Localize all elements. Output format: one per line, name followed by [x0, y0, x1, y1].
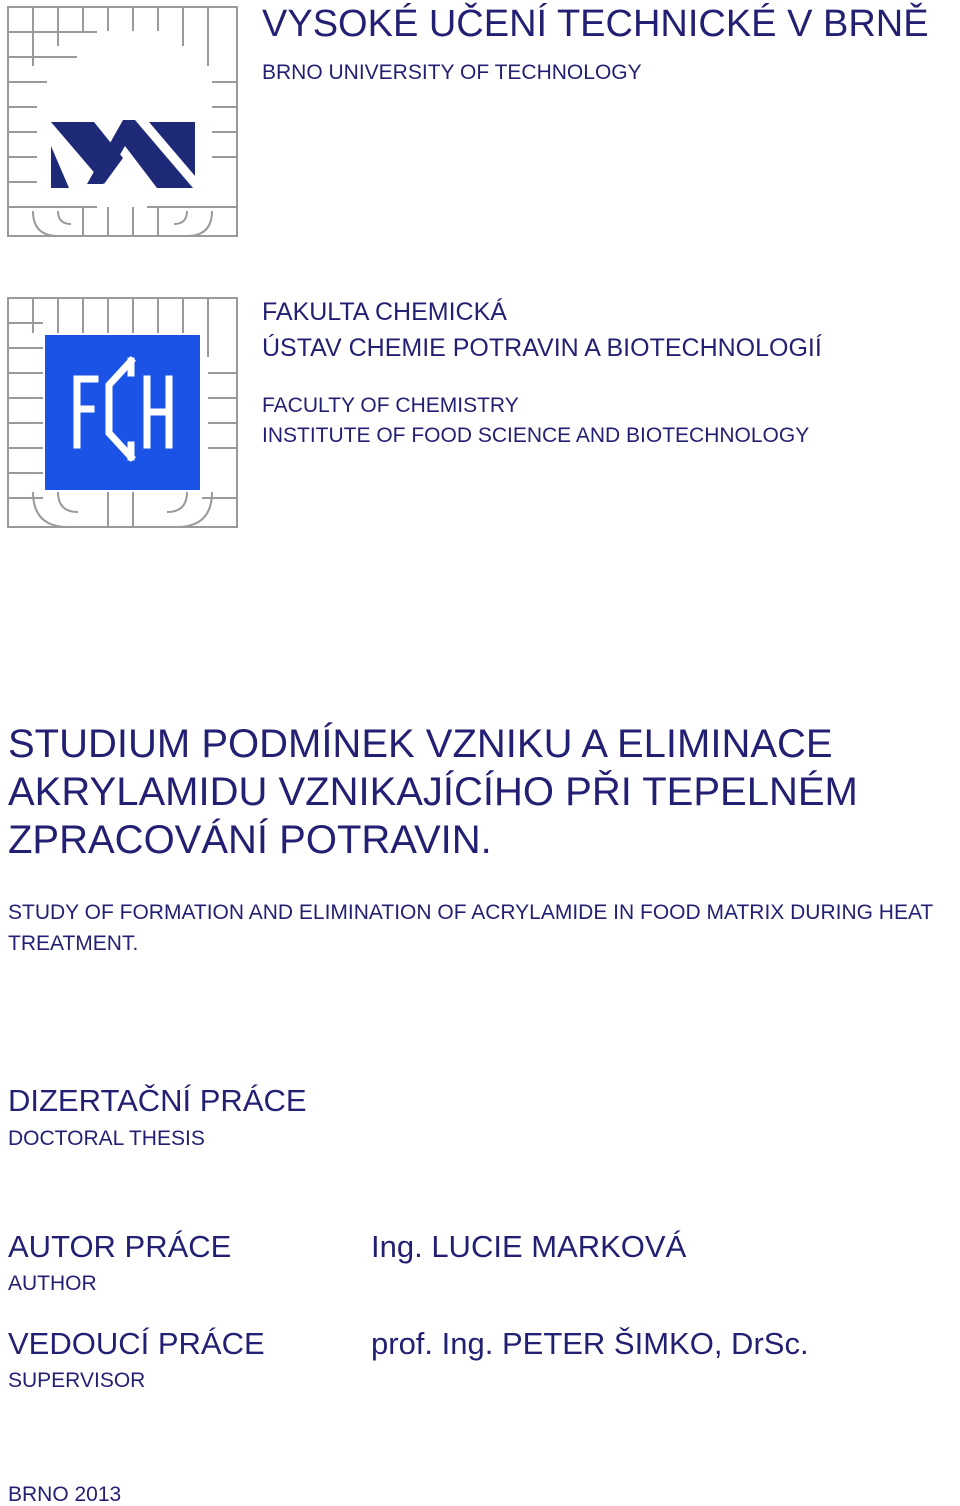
- university-name-cz: VYSOKÉ UČENÍ TECHNICKÉ V BRNĚ: [262, 3, 929, 45]
- supervisor-label-cz: VEDOUCÍ PRÁCE: [8, 1326, 265, 1361]
- university-name-en: BRNO UNIVERSITY OF TECHNOLOGY: [262, 61, 642, 84]
- institute-name-en: INSTITUTE OF FOOD SCIENCE AND BIOTECHNOLOGY: [262, 424, 810, 447]
- place-year: BRNO 2013: [8, 1483, 122, 1506]
- author-label-en: AUTHOR: [8, 1272, 97, 1295]
- author-label-cz: AUTOR PRÁCE: [8, 1229, 232, 1264]
- thesis-type-cz: DIZERTAČNÍ PRÁCE: [8, 1083, 307, 1118]
- author-name: Ing. LUCIE MARKOVÁ: [371, 1229, 687, 1264]
- vut-logo-icon: [7, 6, 238, 237]
- thesis-type-en: DOCTORAL THESIS: [8, 1127, 205, 1150]
- supervisor-label-en: SUPERVISOR: [8, 1369, 146, 1392]
- fch-logo-icon: [7, 297, 238, 528]
- faculty-name-en: FACULTY OF CHEMISTRY: [262, 394, 519, 417]
- thesis-title-cz: STUDIUM PODMÍNEK VZNIKU A ELIMINACE AKRYLAMIDU VZNIKAJÍCÍHO PŘI TEPELNÉM ZPRACOVÁNÍ POTRAVIN.: [8, 722, 858, 862]
- thesis-title-en: STUDY OF FORMATION AND ELIMINATION OF ACRYLAMIDE IN FOOD MATRIX DURING HEAT TREATMENT.: [8, 901, 933, 955]
- institute-name-cz: ÚSTAV CHEMIE POTRAVIN A BIOTECHNOLOGIÍ: [262, 334, 822, 362]
- faculty-name-cz: FAKULTA CHEMICKÁ: [262, 298, 507, 326]
- supervisor-name: prof. Ing. PETER ŠIMKO, DrSc.: [371, 1326, 809, 1361]
